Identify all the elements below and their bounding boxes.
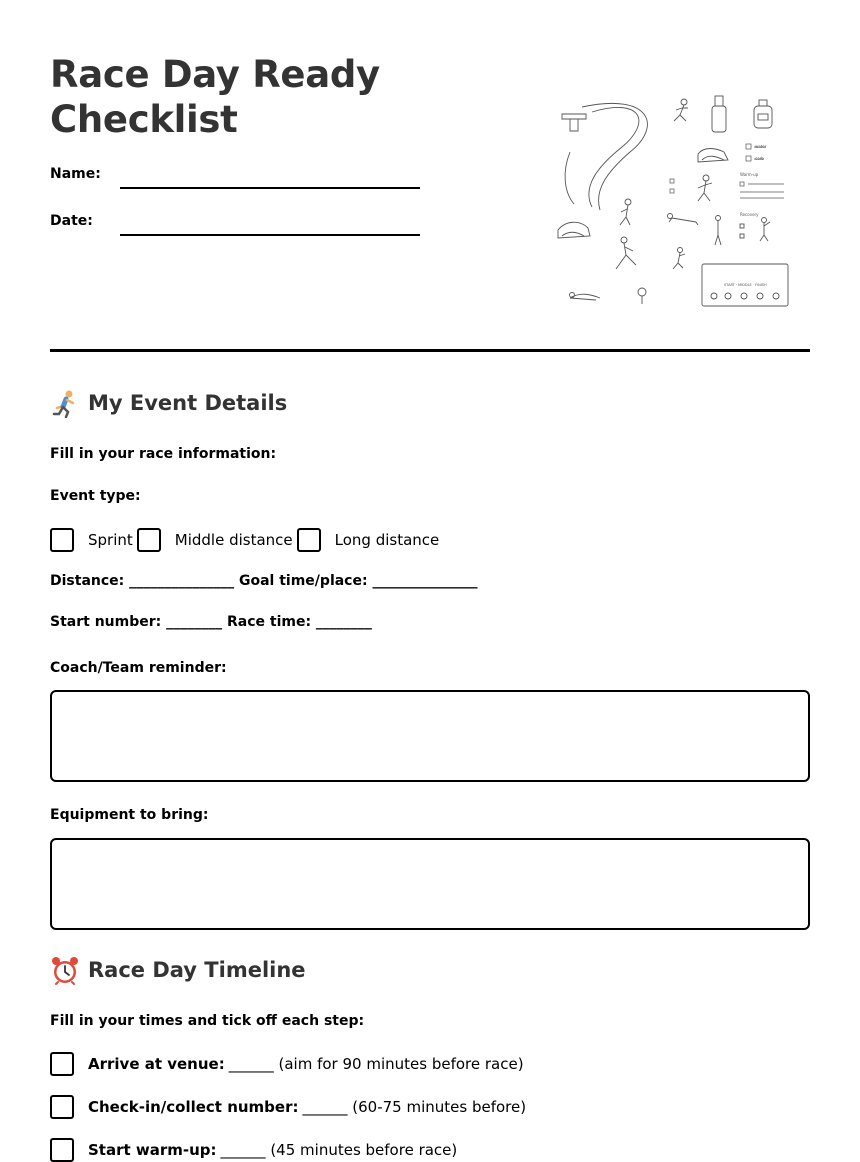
recovery-label: Recovery [740,212,759,217]
warmup-label: Warm-up [740,172,759,177]
equipment-box[interactable] [50,838,810,930]
event-type-sprint[interactable] [50,528,137,552]
step-note: (45 minutes before race) [270,1141,458,1159]
long-distance-label: Long distance [334,531,440,549]
event-intro: Fill in your race information: [50,446,277,462]
event-type-middle-distance[interactable] [137,528,297,552]
step-note: (aim for 90 minutes before race) [278,1055,524,1073]
runner-emoji-icon [50,388,80,418]
name-field[interactable] [120,187,420,189]
stretching-figure-icon [620,199,631,225]
alarm-clock-emoji-icon [50,955,80,985]
event-details-heading [50,388,287,418]
step-checkbox[interactable] [50,1052,74,1076]
long-distance-checkbox[interactable] [297,528,321,552]
sprint-label: Sprint [88,531,133,549]
sprint-checkbox[interactable] [50,528,74,552]
name-label: Name: [50,166,101,182]
lunge-figure-icon [616,237,636,269]
timeline-intro: Fill in your times and tick off each step: [50,1013,365,1029]
standing-figure-icon [715,216,721,246]
energy-gel-icon [754,100,772,128]
date-field[interactable] [120,234,420,236]
medal-icon [638,288,646,304]
checklist-item-water: water [755,144,767,149]
checklist-item-carb: carb [755,156,764,161]
coach-reminder-box[interactable] [50,690,810,782]
timeline-step[interactable] [50,1138,457,1162]
distance-goal-line[interactable]: Distance: _______________ Goal time/place: _______________ [50,573,478,589]
event-type-long-distance[interactable] [297,528,444,552]
step-time-blank[interactable]: ______ [228,1055,274,1073]
step-note: (60-75 minutes before) [352,1098,527,1116]
runner-figure-icon [698,175,712,201]
step-label: Start warm-up: [88,1141,217,1159]
race-day-sketch-illustration [552,92,792,312]
plank-figure-icon [668,214,699,226]
event-type-options [50,528,443,552]
warmup-list-icon [670,179,784,198]
timeline-title: Race Day Timeline [88,958,306,982]
step-checkbox[interactable] [50,1095,74,1119]
shoes-pile-icon [558,222,590,238]
sprinter-figure-icon [674,99,688,121]
step-time-blank[interactable]: ______ [302,1098,348,1116]
event-type-label: Event type: [50,488,141,504]
timeline-heading [50,955,306,985]
timeline-step[interactable] [50,1095,526,1119]
water-bottle-icon [712,96,726,132]
timeline-step[interactable] [50,1052,524,1076]
card-caption: START · MIDDLE · FINISH [724,283,767,287]
start-number-race-time-line[interactable]: Start number: ________ Race time: ________ [50,614,372,630]
step-time-blank[interactable]: ______ [220,1141,266,1159]
middle-distance-checkbox[interactable] [137,528,161,552]
recovery-figure-icon [740,218,770,242]
jog-figure-icon [673,248,685,270]
middle-distance-label: Middle distance [174,531,293,549]
header-divider [50,349,810,352]
step-label: Arrive at venue: [88,1055,225,1073]
title-line-1: Race Day Ready [50,53,380,96]
step-label: Check-in/collect number: [88,1098,299,1116]
date-label: Date: [50,213,93,229]
spike-shoes-icon [698,149,728,163]
coach-reminder-label: Coach/Team reminder: [50,660,227,676]
equipment-label: Equipment to bring: [50,807,209,823]
step-checkbox[interactable] [50,1138,74,1162]
lying-stretch-icon [570,293,601,301]
title-line-2: Checklist [50,98,238,141]
event-details-title: My Event Details [88,391,288,415]
page-title [50,52,470,142]
